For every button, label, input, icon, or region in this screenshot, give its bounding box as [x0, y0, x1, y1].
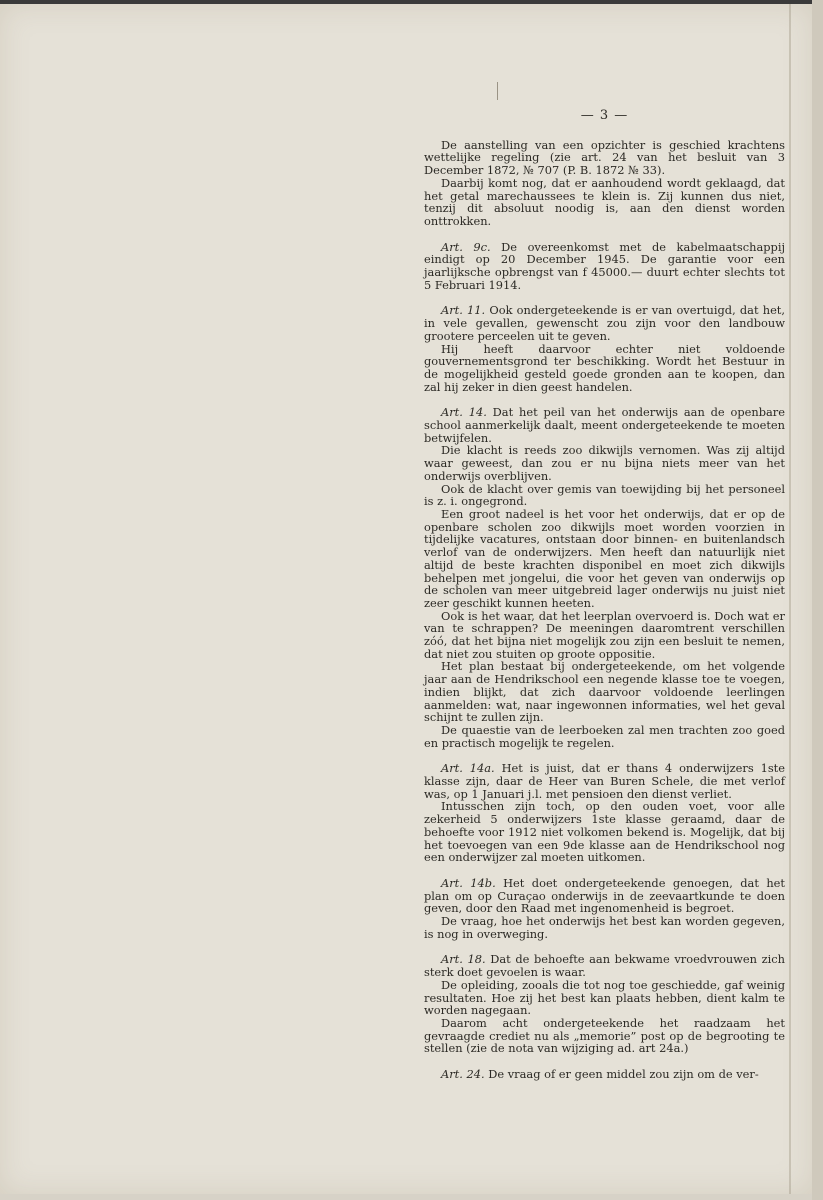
article-section	[424, 953, 785, 1055]
paragraph	[424, 483, 785, 508]
paragraph-text: Een groot nadeel is het voor het onderwijs, dat er op de openbare scholen zoo dikwijls moet worden voorzien in tijdelijke vacatures, ontstaan door binnen- en buitenlandsch verlof van de onderwijzers. Men heeft dan natuurlijk niet altijd de beste krachten disponibel en moet zich dikwijls behelpen met jongelui, die voor het geven van onderwijs op de scholen van meer uitgebreid lager onderwijs nu juist niet zeer geschikt kunnen heeten.	[424, 506, 785, 610]
paragraph-text: De aanstelling van een opzichter is geschied krachtens wettelijke regeling (zie art. 24 van het besluit van 3 December 1872, № 707 (P. B. 1872 № 33).	[424, 137, 785, 178]
paragraph	[424, 762, 785, 800]
article-label: Art. 18.	[441, 952, 486, 967]
paragraph	[424, 915, 785, 940]
article-section	[424, 1068, 785, 1081]
paragraph	[424, 444, 785, 482]
paragraph-text: De quaestie van de leerboeken zal men trachten zoo goed en practisch mogelijk te regelen.	[424, 722, 785, 750]
paragraph-text: Dat het peil van het onderwijs aan de openbare school aanmerkelijk daalt, meent ondergeteekende te moeten betwijfelen.	[424, 405, 785, 445]
paragraph	[424, 979, 785, 1017]
paragraph-text: Het is juist, dat er thans 4 onderwijzers 1ste klasse zijn, daar de Heer van Buren Schele, die met verlof was, op 1 Januari j.l. met pensioen den dienst verliet.	[424, 761, 785, 801]
paragraph	[424, 877, 785, 915]
paragraph-text: Het doet ondergeteekende genoegen, dat het plan om op Curaçao onderwijs in de zeevaartkunde te doen geven, door den Raad met ingenomenheid is begroet.	[424, 875, 785, 916]
paragraph-text: Intusschen zijn toch, op den ouden voet, voor alle zekerheid 5 onderwijzers 1ste klasse geraamd, daar de behoefte voor 1912 niet volkomen bekend is. Mogelijk, dat bij het toevoegen van een 9de klasse aan de Hendrikschool nog een onderwijzer zal moeten uitkomen.	[424, 799, 785, 865]
paragraph-text: Die klacht is reeds zoo dikwijls vernomen. Was zij altijd waar geweest, dan zou er nu bijna niets meer van het onderwijs overblijven.	[424, 443, 785, 483]
paragraph-text: Daarom acht ondergeteekende het raadzaam het gevraagde crediet nu als „memorie” post op de begrooting te stellen (zie de nota van wijziging ad. art 24a.)	[424, 1016, 785, 1056]
paragraph-text: Daarbij komt nog, dat er aanhoudend wordt geklaagd, dat het getal marechaussees te klein is. Zij kunnen dus niet, tenzij dit absoluut noodig is, aan den dienst worden onttrokken.	[424, 175, 785, 228]
article-label: Art. 9c.	[441, 239, 491, 254]
sections	[424, 139, 785, 1081]
paragraph	[424, 508, 785, 610]
paragraph	[424, 724, 785, 749]
paragraph-text: De vraag, hoe het onderwijs het best kan worden gegeven, is nog in overweging.	[424, 914, 785, 941]
article-section	[424, 304, 785, 393]
paragraph	[424, 610, 785, 661]
article-label: Art. 24.	[441, 1067, 485, 1082]
article-section	[424, 139, 785, 228]
pencil-mark	[497, 82, 498, 100]
paragraph-text: Ook ondergeteekende is er van overtuigd, dat het, in vele gevallen, gewenscht zou zijn voor den landbouw grootere perceelen uit te geven.	[424, 303, 786, 343]
paragraph	[424, 1068, 785, 1081]
paragraph-text: De opleiding, zooals die tot nog toe geschiedde, gaf weinig resultaten. Hoe zij het best kan plaats hebben, dient kalm te worden nagegaan.	[424, 977, 785, 1018]
paragraph	[424, 343, 785, 394]
article-label: Art. 14a.	[441, 761, 495, 776]
article-label: Art. 14.	[441, 405, 487, 420]
paragraph	[424, 304, 785, 342]
paragraph-text: Het plan bestaat bij ondergeteekende, om het volgende jaar aan de Hendrikschool een negende klasse toe te voegen, indien blijkt, dat zich daarvoor voldoende leerlingen aanmelden: wat, naar ingewonnen informaties, wel het geval schijnt te zullen zijn.	[424, 659, 785, 725]
paragraph	[424, 241, 785, 292]
article-section	[424, 762, 785, 864]
scan-right-edge	[812, 0, 823, 1200]
paragraph	[424, 800, 785, 864]
paragraph	[424, 139, 785, 177]
paragraph	[424, 406, 785, 444]
paragraph-text: Ook de klacht over gemis van toewijding bij het personeel is z. i. ongegrond.	[424, 481, 785, 509]
article-section	[424, 406, 785, 749]
page-number: — 3 —	[580, 108, 629, 123]
paragraph	[424, 1017, 785, 1055]
paragraph	[424, 660, 785, 724]
paragraph	[424, 177, 785, 228]
page-fold-line	[789, 4, 791, 1194]
paragraph-text: De vraag of er geen middel zou zijn om de ver-	[488, 1067, 759, 1082]
paragraph-text: Dat de behoefte aan bekwame vroedvrouwen zich sterk doet gevoelen is waar.	[424, 952, 785, 980]
paragraph-text: Hij heeft daarvoor echter niet voldoende gouvernementsgrond ter beschikking. Wordt het Bestuur in de mogelijkheid gesteld goede gronden aan te koopen, dan zal hij zeker in dien geest handelen.	[424, 341, 785, 394]
article-label: Art. 11.	[441, 303, 486, 318]
paragraph-text: Ook is het waar, dat het leerplan overvoerd is. Doch wat er van te schrappen? De meeningen daaromtrent verschillen zóó, dat het bijna niet mogelijk zou zijn een besluit te nemen, dat niet zou stuiten op groote oppositie.	[424, 608, 785, 661]
text-column	[424, 110, 785, 1081]
article-section	[424, 877, 785, 941]
paragraph	[424, 953, 785, 978]
article-section	[424, 241, 785, 292]
paragraph-text: De overeenkomst met de kabelmaatschappij eindigt op 20 December 1945. De garantie voor een jaarlijksche opbrengst van f 45000.— duurt echter slechts tot 5 Februari 1914.	[424, 239, 785, 292]
article-label: Art. 14b.	[441, 875, 496, 890]
